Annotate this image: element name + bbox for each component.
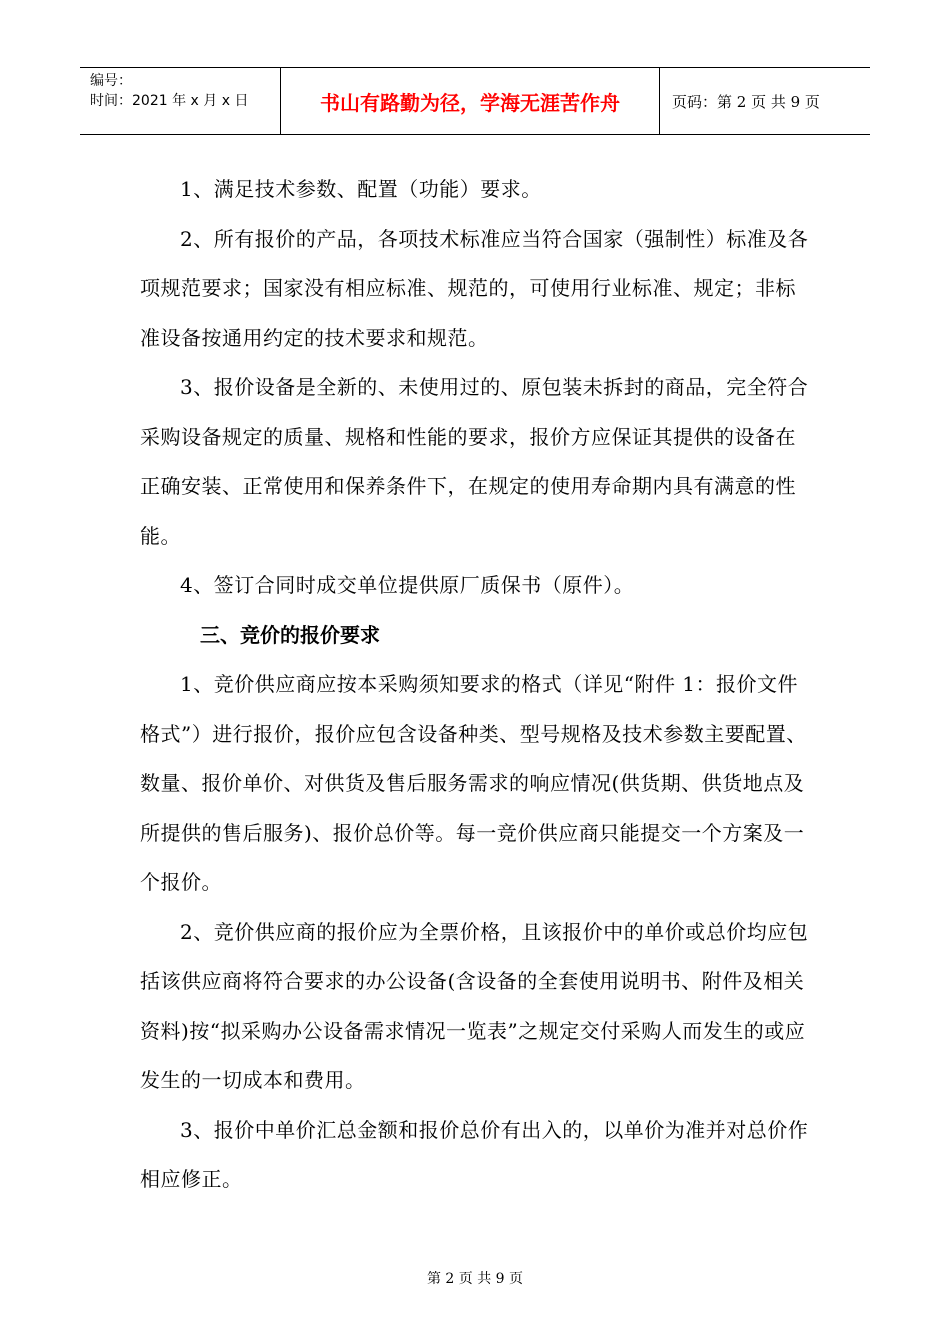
page-header bbox=[80, 67, 870, 135]
header-page-label: 页码：第 2 页 共 9 页 bbox=[672, 92, 820, 111]
page-footer: 第 2 页 共 9 页 bbox=[426, 1271, 524, 1287]
document-body bbox=[140, 165, 812, 1205]
number-label: 编号： bbox=[90, 73, 132, 89]
header-meta bbox=[80, 68, 281, 134]
paragraph: 3、报价设备是全新的、未使用过的、原包装未拆封的商品，完全符合采购设备规定的质量、规格和性能的要求，报价方应保证其提供的设备在正确安装、正常使用和保养条件下，在规定的使用寿命期内具有满意的性能。 bbox=[140, 375, 809, 548]
header-motto: 书山有路勤为径，学海无涯苦作舟 bbox=[281, 68, 660, 134]
paragraph: 1、竞价供应商应按本采购须知要求的格式（详见“附件 1：报价文件格式”）进行报价，报价应包含设备种类、型号规格及技术参数主要配置、数量、报价单价、对供货及售后服务需求的响应情况(供货期、供货地点及所提供的售后服务)、报价总价等。每一竞价供应商只能提交一个方案及一个报价。 bbox=[140, 672, 807, 894]
paragraph: 2、竞价供应商的报价应为全票价格，且该报价中的单价或总价均应包括该供应商将符合要求的办公设备(含设备的全套使用说明书、附件及相关资料)按“拟采购办公设备需求情况一览表”之规定交付采购人而发生的或应发生的一切成本和费用。 bbox=[140, 919, 809, 1092]
time-label: 时间：2021 年 x 月 x 日 bbox=[90, 93, 249, 109]
section-title: 三、竞价的报价要求 bbox=[200, 622, 380, 647]
paragraph: 1、满足技术参数、配置（功能）要求。 bbox=[180, 177, 542, 201]
paragraph: 2、所有报价的产品，各项技术标准应当符合国家（强制性）标准及各项规范要求；国家没有相应标准、规范的，可使用行业标准、规定；非标准设备按通用约定的技术要求和规范。 bbox=[140, 226, 809, 350]
paragraph: 3、报价中单价汇总金额和报价总价有出入的，以单价为准并对总价作相应修正。 bbox=[140, 1117, 809, 1191]
paragraph: 4、签订合同时成交单位提供原厂质保书（原件）。 bbox=[180, 573, 635, 597]
